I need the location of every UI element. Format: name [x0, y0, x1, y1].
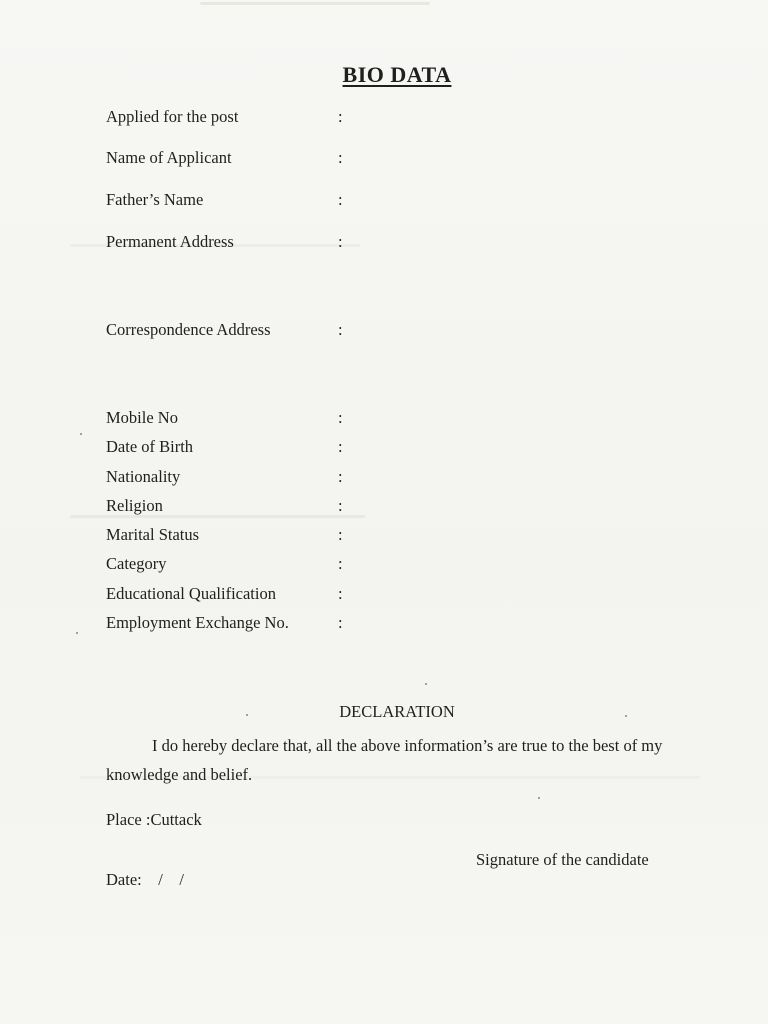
field-colon: :: [338, 525, 343, 544]
field-colon: :: [338, 408, 343, 427]
field-label-father-name: Father’s Name: [106, 190, 204, 209]
field-colon: :: [338, 584, 343, 603]
scan-speck: [80, 433, 82, 435]
field-label-religion: Religion: [106, 496, 163, 515]
field-label-correspondence-address: Correspondence Address: [106, 320, 271, 339]
field-colon: :: [338, 148, 343, 167]
field-colon: :: [338, 107, 343, 126]
scan-speck: [538, 797, 540, 799]
field-label-marital-status: Marital Status: [106, 525, 200, 544]
scan-streak: [200, 2, 430, 5]
scan-speck: [425, 683, 427, 685]
scan-speck: [76, 632, 78, 634]
signature-line: Signature of the candidate: [476, 850, 649, 869]
field-label-mobile: Mobile No: [106, 408, 178, 427]
field-colon: :: [338, 320, 343, 339]
field-colon: :: [338, 190, 343, 209]
field-label-educational-qualification: Educational Qualification: [106, 584, 276, 603]
place-line: Place :Cuttack: [106, 810, 202, 829]
field-colon: :: [338, 496, 343, 515]
field-colon: :: [338, 467, 343, 486]
field-colon: :: [338, 613, 343, 632]
declaration-heading: DECLARATION: [339, 702, 455, 721]
field-label-nationality: Nationality: [106, 467, 181, 486]
field-colon: :: [338, 437, 343, 456]
date-line: Date: / /: [106, 870, 184, 889]
field-label-date-of-birth: Date of Birth: [106, 437, 194, 456]
field-label-applied-post: Applied for the post: [106, 107, 239, 126]
page-title-text: BIO DATA: [342, 62, 452, 87]
page-title: [0, 62, 768, 88]
field-label-applicant-name: Name of Applicant: [106, 148, 232, 167]
field-colon: :: [338, 232, 343, 251]
field-label-permanent-address: Permanent Address: [106, 232, 234, 251]
field-label-employment-exchange: Employment Exchange No.: [106, 613, 289, 632]
declaration-text: I do hereby declare that, all the above information’s are true to the best of my knowledge and belief.: [106, 736, 663, 784]
field-colon: :: [338, 554, 343, 573]
field-label-category: Category: [106, 554, 167, 573]
